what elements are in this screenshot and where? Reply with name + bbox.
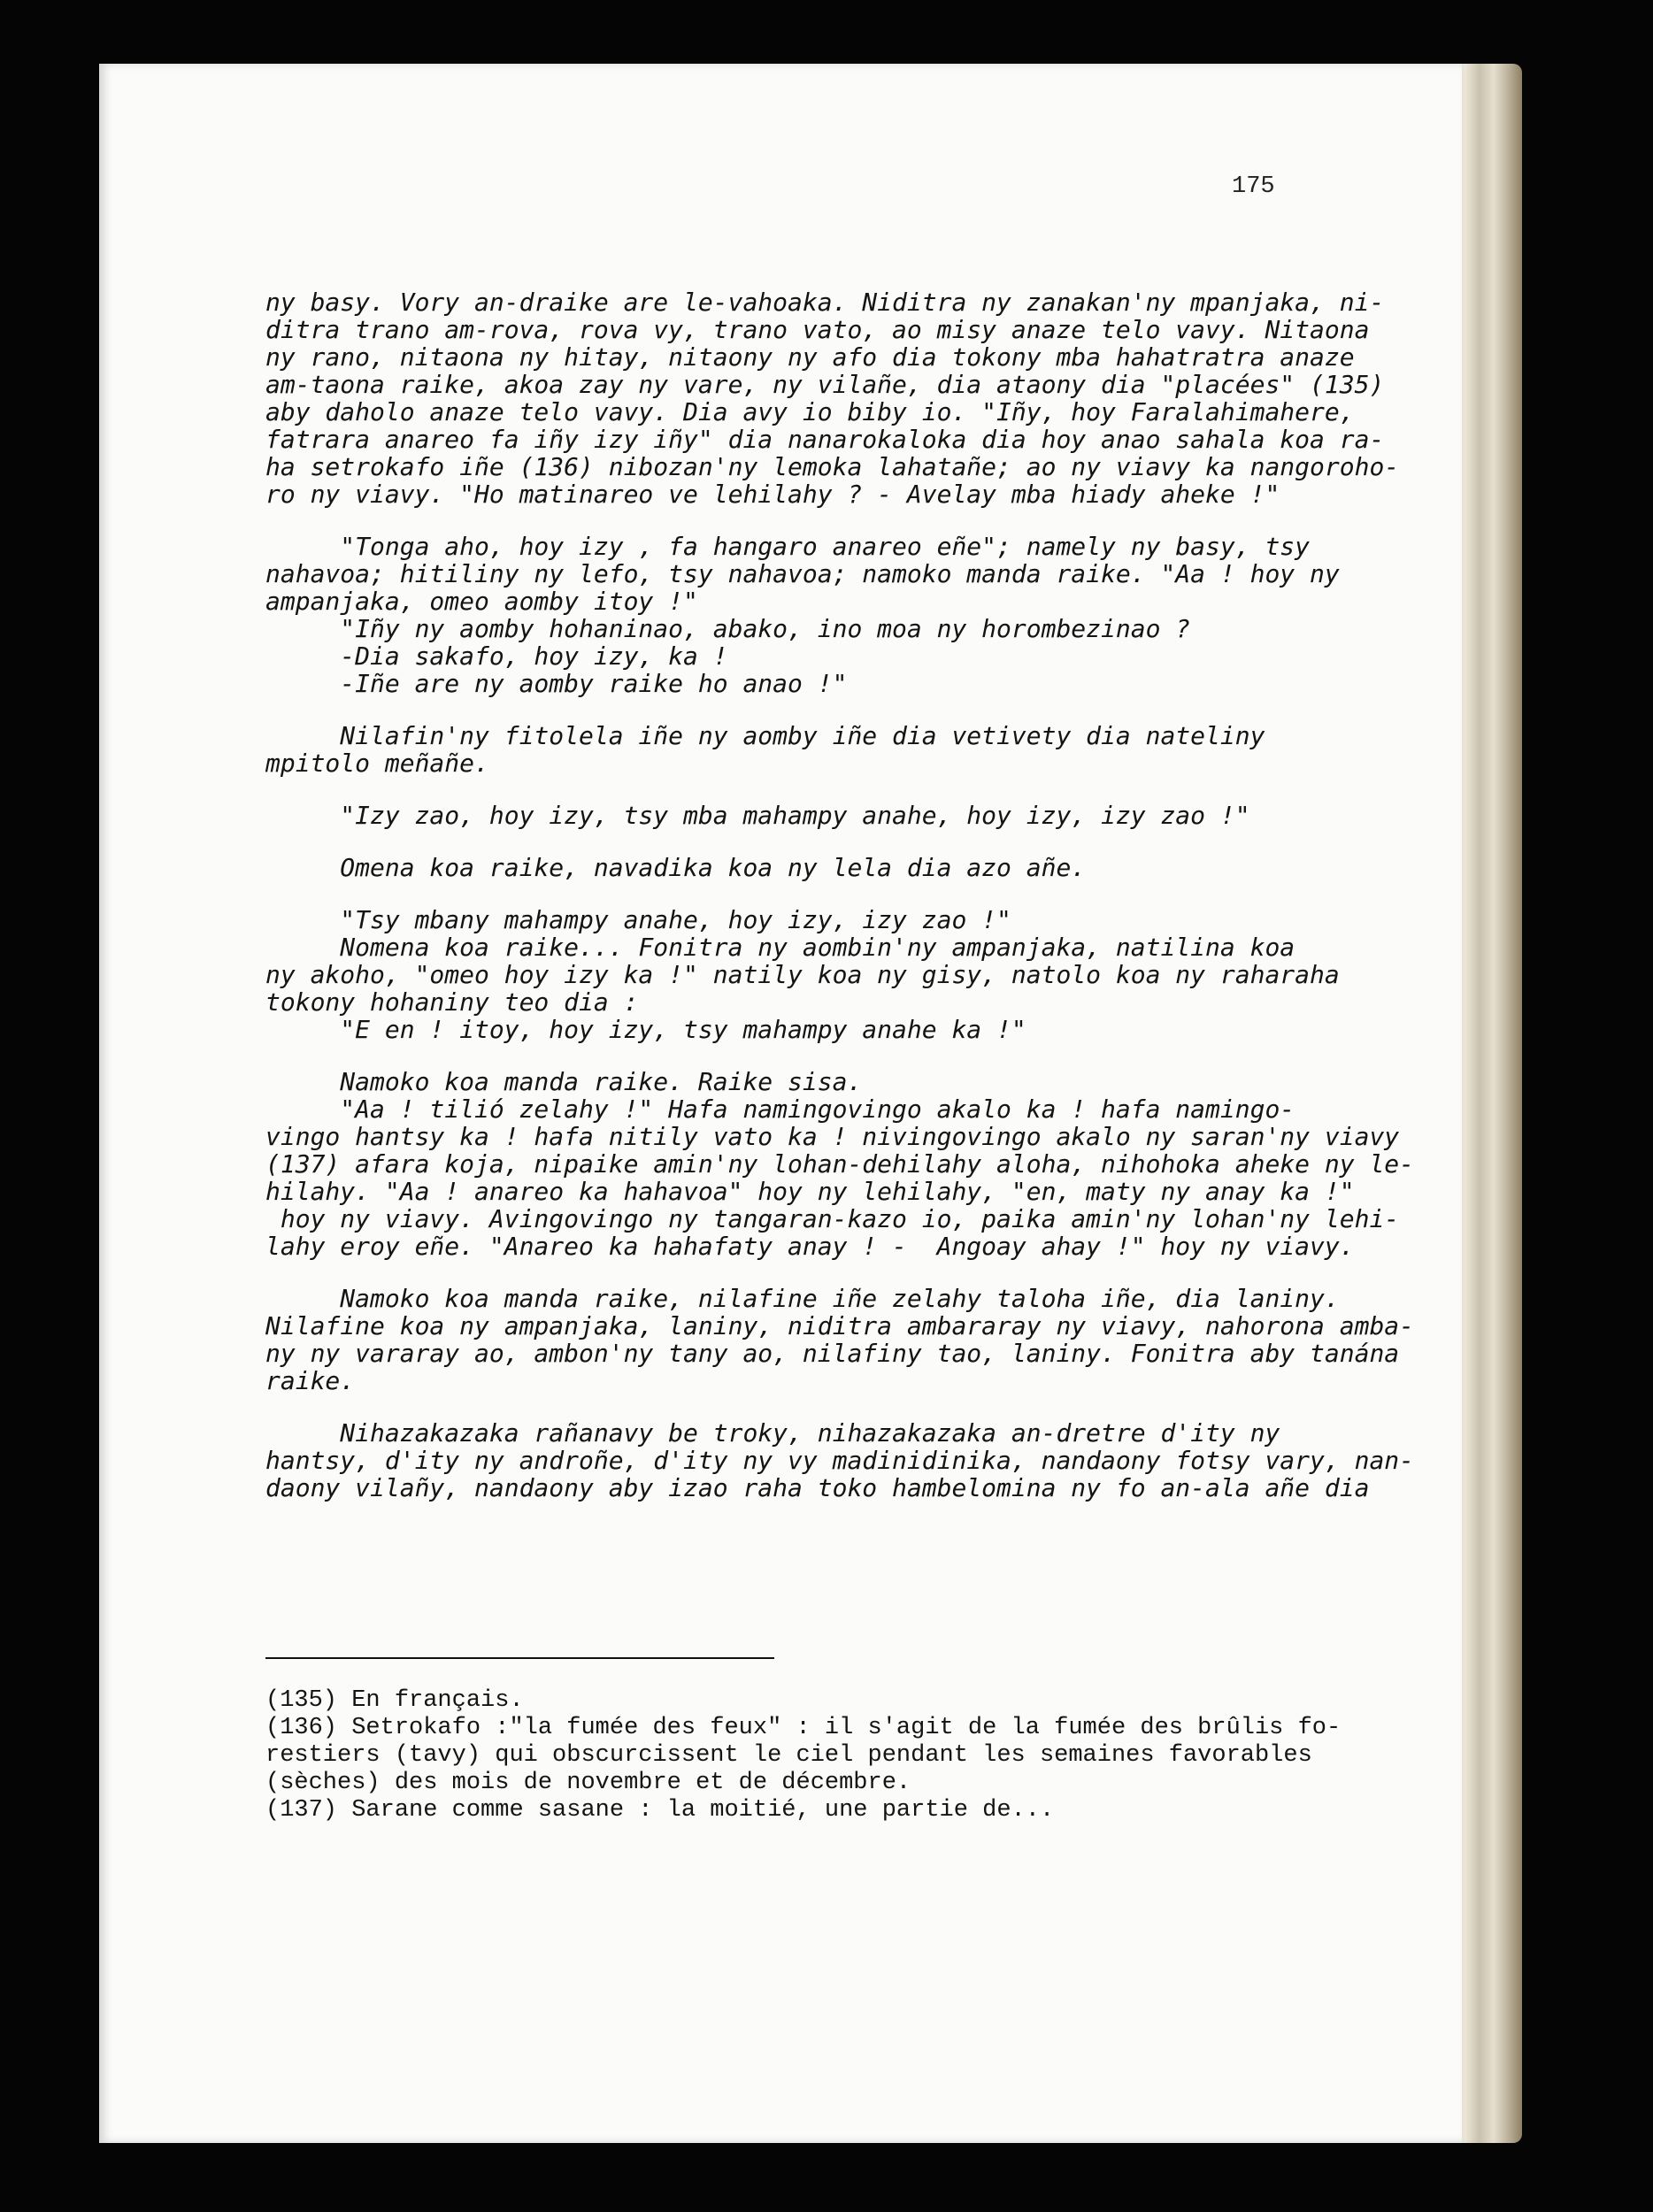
body-line: hilahy. "Aa ! anareo ka hahavoa" hoy ny lehilahy, "en, maty ny anay ka !" [265, 1177, 1355, 1206]
body-line: ampanjaka, omeo aomby itoy !" [265, 587, 698, 616]
body-line: mpitolo meñañe. [265, 749, 489, 778]
paragraph-gap [265, 1394, 1363, 1419]
body-line: Nomena koa raike... Fonitra ny aombin'ny ampanjaka, natilina koa [265, 933, 1295, 962]
footnote-line: (135) En français. [265, 1687, 524, 1714]
footnote-line: (137) Sarane comme sasane : la moitié, une partie de... [265, 1797, 1055, 1824]
footnote-line: (sèches) des mois de novembre et de décembre. [265, 1770, 911, 1796]
body-line: lahy eroy eñe. "Anareo ka hahafaty anay ! - Angoay ahay !" hoy ny viavy. [265, 1232, 1355, 1261]
body-line: ny ny vararay ao, ambon'ny tany ao, nilafiny tao, laniny. Fonitra aby tanána [265, 1339, 1400, 1368]
paragraph-gap [265, 881, 1363, 906]
body-line: fatrara anareo fa iñy izy iñy" dia nanarokaloka dia hoy anao sahala koa ra- [265, 425, 1385, 454]
body-line: Nihazakazaka rañanavy be troky, nihazakazaka an-dretre d'ity ny [265, 1418, 1280, 1448]
footnote-separator [265, 1657, 774, 1659]
body-line: Nilafin'ny fitolela iñe ny aomby iñe dia vetivety dia nateliny [265, 721, 1265, 750]
body-line: ditra trano am-rova, rova vy, trano vato, ao misy anaze telo vavy. Nitaona [265, 315, 1370, 344]
body-line: ny basy. Vory an-draike are le-vahoaka. Niditra ny zanakan'ny mpanjaka, ni- [265, 288, 1385, 317]
paragraph-gap [265, 1260, 1363, 1285]
body-line: hoy ny viavy. Avingovingo ny tangaran-kazo io, paika amin'ny lohan'ny lehi- [265, 1204, 1400, 1233]
body-line: aby daholo anaze telo vavy. Dia avy io biby io. "Iñy, hoy Faralahimahere, [265, 397, 1355, 426]
body-line: Omena koa raike, navadika koa ny lela dia azo añe. [265, 853, 1087, 882]
paragraph-gap [265, 508, 1363, 533]
page-number: 175 [1232, 173, 1275, 200]
paragraph-gap [265, 697, 1363, 722]
body-line: "Izy zao, hoy izy, tsy mba mahampy anahe, hoy izy, izy zao !" [265, 801, 1250, 830]
body-line: tokony hohaniny teo dia : [265, 987, 639, 1017]
body-line: ny rano, nitaona ny hitay, nitaony ny afo dia tokony mba hahatratra anaze [265, 342, 1355, 372]
body-line: (137) afara koja, nipaike amin'ny lohan-dehilahy aloha, nihohoka aheke ny le- [265, 1149, 1415, 1179]
body-line: "Iñy ny aomby hohaninao, abako, ino moa ny horombezinao ? [265, 614, 1191, 643]
body-line: "Tsy mbany mahampy anahe, hoy izy, izy zao !" [265, 905, 1011, 934]
footnotes [265, 1687, 1363, 1824]
body-line: Nilafine koa ny ampanjaka, laniny, niditra ambararay ny viavy, nahorona amba- [265, 1311, 1415, 1340]
body-line: ha setrokafo iñe (136) nibozan'ny lemoka lahatañe; ao ny viavy ka nangoroho- [265, 452, 1400, 481]
body-line: -Dia sakafo, hoy izy, ka ! [265, 641, 728, 671]
footnote-line: restiers (tavy) qui obscurcissent le ciel pendant les semaines favorables [265, 1742, 1312, 1769]
book-page-edges [1451, 64, 1522, 2143]
body-line: am-taona raike, akoa zay ny vare, ny vilañe, dia ataony dia "placées" (135) [265, 370, 1385, 399]
paragraph-gap [265, 777, 1363, 802]
body-line: "Aa ! tilió zelahy !" Hafa namingovingo akalo ka ! hafa namingo- [265, 1094, 1295, 1124]
body-line: ny akoho, "omeo hoy izy ka !" natily koa ny gisy, natolo koa ny raharaha [265, 960, 1340, 989]
body-line: raike. [265, 1366, 356, 1395]
footnote-line: (136) Setrokafo :"la fumée des feux" : il s'agit de la fumée des brûlis fo- [265, 1715, 1342, 1741]
body-text [265, 288, 1415, 1502]
body-line: hantsy, d'ity ny androñe, d'ity ny vy madinidinika, nandaony fotsy vary, nan- [265, 1446, 1415, 1475]
body-line: ro ny viavy. "Ho matinareo ve lehilahy ? - Avelay mba hiady aheke !" [265, 480, 1280, 509]
body-line: daony vilañy, nandaony aby izao raha toko hambelomina ny fo an-ala añe dia [265, 1473, 1370, 1502]
body-line: nahavoa; hitiliny ny lefo, tsy nahavoa; namoko manda raike. "Aa ! hoy ny [265, 559, 1340, 588]
body-line: -Iñe are ny aomby raike ho anao !" [265, 669, 848, 698]
body-line: Namoko koa manda raike, nilafine iñe zelahy taloha iñe, dia laniny. [265, 1284, 1340, 1313]
body-line: vingo hantsy ka ! hafa nitily vato ka ! nivingovingo akalo ny saran'ny viavy [265, 1122, 1400, 1151]
paragraph-gap [265, 829, 1363, 854]
body-line: "Tonga aho, hoy izy , fa hangaro anareo eñe"; namely ny basy, tsy [265, 532, 1311, 561]
body-line: "E en ! itoy, hoy izy, tsy mahampy anahe ka !" [265, 1015, 1026, 1044]
body-line: Namoko koa manda raike. Raike sisa. [265, 1067, 863, 1096]
paragraph-gap [265, 1043, 1363, 1068]
